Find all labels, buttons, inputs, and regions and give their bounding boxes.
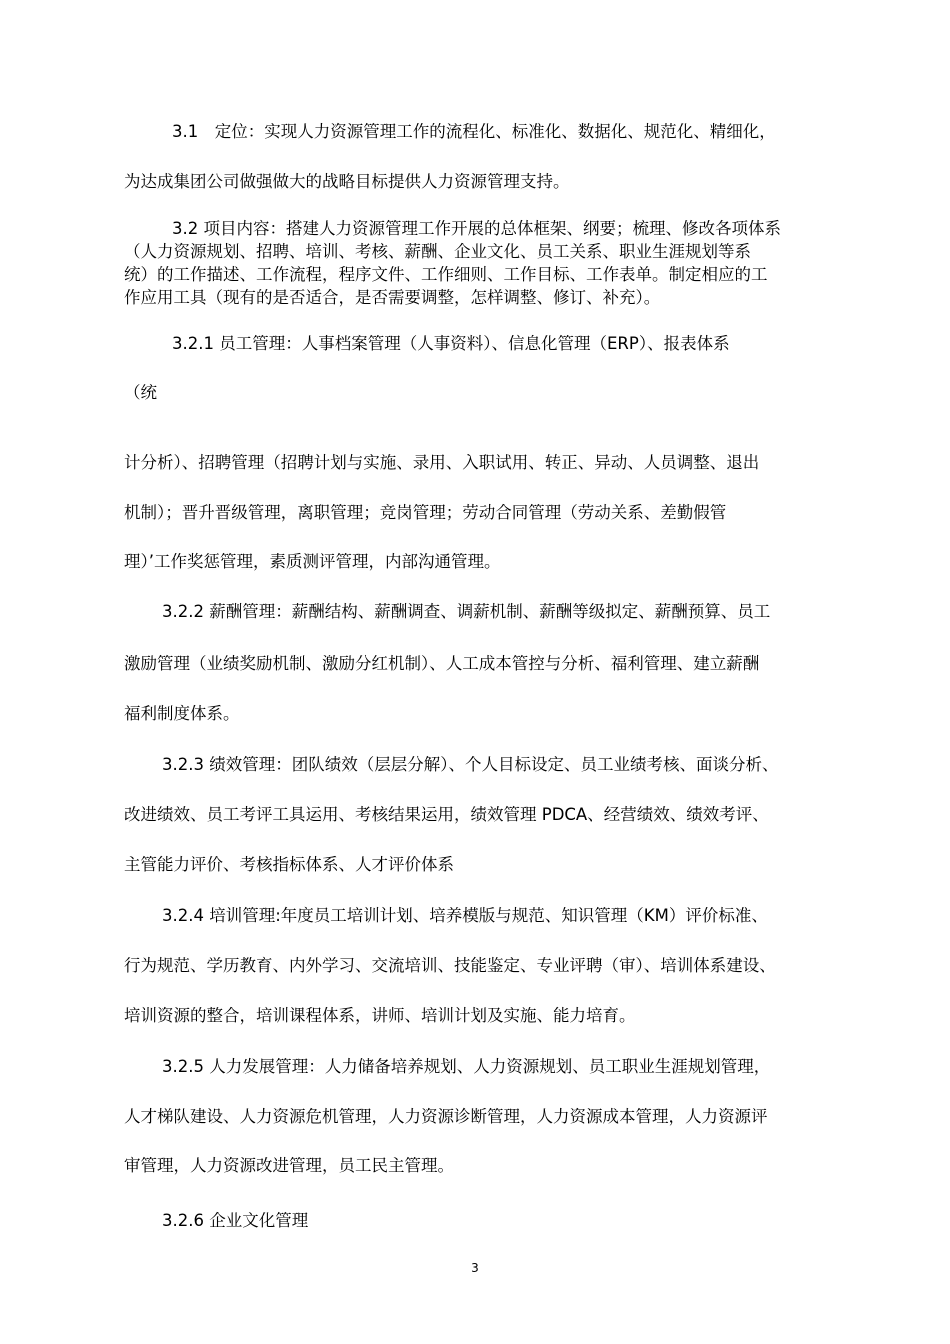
paragraph-line: 3.1 定位：实现人力资源管理工作的流程化、标准化、数据化、规范化、精细化， — [172, 122, 776, 141]
paragraph-line: 3.2.4 培训管理:年度员工培训计划、培养模版与规范、知识管理（KM）评价标准、 — [162, 906, 768, 925]
paragraph-line: 理）’工作奖惩管理，素质测评管理，内部沟通管理。 — [124, 552, 501, 571]
paragraph-line: 为达成集团公司做强做大的战略目标提供人力资源管理支持。 — [124, 172, 570, 191]
paragraph-line: 改进绩效、员工考评工具运用、考核结果运用，绩效管理 PDCA、经营绩效、绩效考评、 — [124, 805, 769, 824]
paragraph-line: 3.2 项目内容：搭建人力资源管理工作开展的总体框架、纲要；梳理、修改各项体系 — [172, 219, 781, 238]
paragraph-line: 行为规范、学历教育、内外学习、交流培训、技能鉴定、专业评聘（审）、培训体系建设、 — [124, 956, 776, 975]
paragraph-line: 3.2.2 薪酬管理：薪酬结构、薪酬调查、调薪机制、薪酬等级拟定、薪酬预算、员工 — [162, 602, 771, 621]
paragraph-line: （统 — [124, 383, 157, 402]
paragraph-line: 计分析）、招聘管理（招聘计划与实施、录用、入职试用、转正、异动、人员调整、退出 — [124, 453, 760, 472]
paragraph-line: 作应用工具（现有的是否适合，是否需要调整，怎样调整、修订、补充）。 — [124, 288, 661, 307]
paragraph-line: 培训资源的整合，培训课程体系，讲师、培训计划及实施、能力培育。 — [124, 1006, 636, 1025]
paragraph-line: 福利制度体系。 — [124, 704, 240, 723]
paragraph-line: 统）的工作描述、工作流程，程序文件、工作细则、工作目标、工作表单。制定相应的工 — [124, 265, 768, 284]
paragraph-line: 主管能力评价、考核指标体系、人才评价体系 — [124, 855, 454, 874]
paragraph-line: 3.2.1 员工管理：人事档案管理（人事资料）、信息化管理（ERP）、报表体系 — [172, 334, 730, 353]
paragraph-line: 审管理，人力资源改进管理，员工民主管理。 — [124, 1156, 454, 1175]
page-number: 3 — [471, 1261, 479, 1275]
paragraph-line: 3.2.6 企业文化管理 — [162, 1211, 309, 1230]
paragraph-line: 3.2.3 绩效管理：团队绩效（层层分解）、个人目标设定、员工业绩考核、面谈分析、 — [162, 755, 779, 774]
paragraph-line: 人才梯队建设、人力资源危机管理，人力资源诊断管理，人力资源成本管理，人力资源评 — [124, 1107, 768, 1126]
paragraph-line: 机制）；晋升晋级管理，离职管理；竞岗管理；劳动合同管理（劳动关系、差勤假管 — [124, 503, 727, 522]
paragraph-line: 激励管理（业绩奖励机制、激励分红机制）、人工成本管控与分析、福利管理、建立薪酬 — [124, 654, 760, 673]
paragraph-line: （人力资源规划、招聘、培训、考核、薪酬、企业文化、员工关系、职业生涯规划等系 — [124, 242, 751, 261]
paragraph-line: 3.2.5 人力发展管理：人力储备培养规划、人力资源规划、员工职业生涯规划管理， — [162, 1057, 771, 1076]
